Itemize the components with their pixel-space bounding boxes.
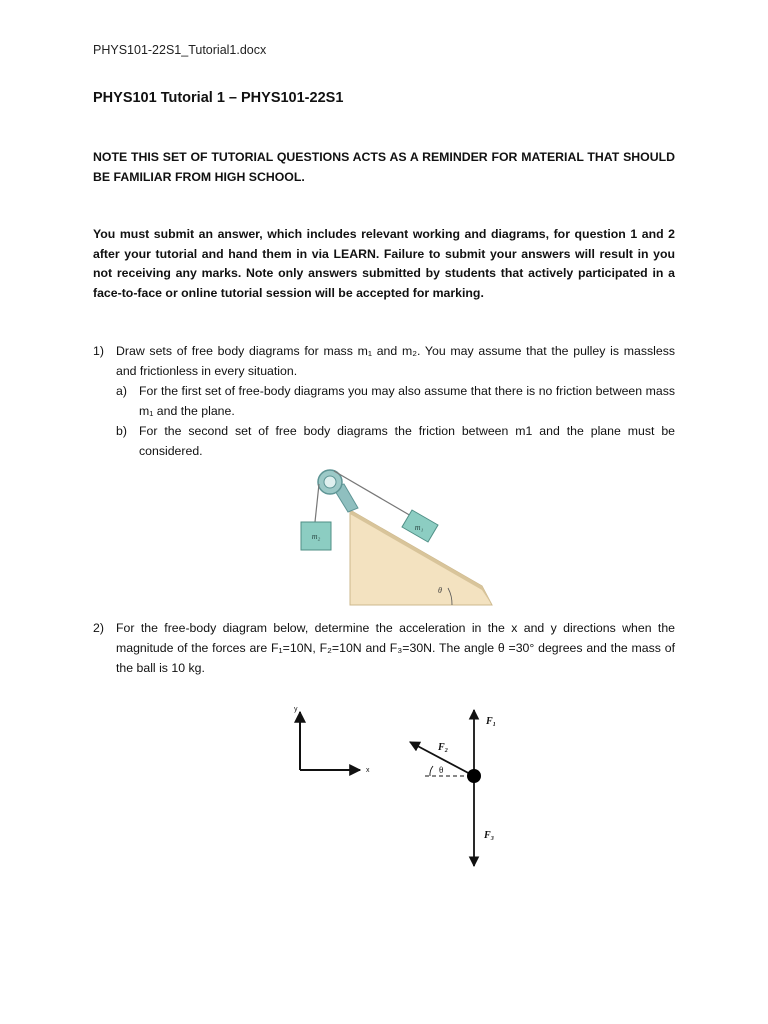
label-f1: F₁ (486, 716, 497, 727)
label-theta-incline: θ (438, 586, 442, 595)
label-f3: F₃ (484, 830, 495, 841)
question-2 (93, 618, 675, 678)
document-title: PHYS101 Tutorial 1 – PHYS101-22S1 (93, 90, 344, 106)
pulley-incline-figure (292, 462, 497, 608)
document-filename: PHYS101-22S1_Tutorial1.docx (93, 43, 267, 57)
question-1-number: 1) (93, 344, 104, 358)
question-1a-text: For the first set of free-body diagrams you may also assume that there is no friction between mass m₁ and the plane. (139, 384, 675, 418)
question-1b (116, 421, 675, 461)
question-2-number: 2) (93, 621, 104, 635)
theta-arc (430, 766, 433, 776)
free-body-diagram (290, 700, 515, 875)
question-1 (93, 341, 675, 461)
note-paragraph: NOTE THIS SET OF TUTORIAL QUESTIONS ACTS AS A REMINDER FOR MATERIAL THAT SHOULD BE FAMILIAR FROM HIGH SCHOOL. (93, 150, 675, 184)
label-m1: m₁ (414, 523, 424, 532)
string-to-m2 (315, 484, 319, 522)
question-1-text: Draw sets of free body diagrams for mass m₁ and m₂. You may assume that the pulley is massless and frictionless in every situation. (116, 344, 675, 378)
ball (467, 769, 481, 783)
question-1b-text: For the second set of free body diagrams the friction between m1 and the plane must be considered. (139, 424, 675, 458)
label-theta-fbd: θ (439, 765, 444, 775)
x-axis-label: x (366, 767, 370, 774)
label-m2: m₂ (311, 532, 321, 541)
question-1b-label: b) (116, 424, 127, 438)
question-1a (116, 381, 675, 421)
submission-instructions: You must submit an answer, which includes relevant working and diagrams, for question 1 and 2 after your tutorial and hand them in via LEARN. Failure to submit your answers will result in you not receiving any marks. Note only answers submitted by students that actively participated in a face-to-face or online tutorial session will be accepted for marking. (93, 227, 675, 300)
question-2-text: For the free-body diagram below, determine the acceleration in the x and y directions when the magnitude of the forces are F₁=10N, F₂=10N and F₃=30N. The angle θ =30° degrees and the mass of the ball is 10 kg. (116, 621, 675, 675)
question-1a-label: a) (116, 384, 127, 398)
label-f2: F₂ (438, 742, 449, 753)
y-axis-label: y (294, 706, 298, 713)
pulley-hub (324, 476, 336, 488)
